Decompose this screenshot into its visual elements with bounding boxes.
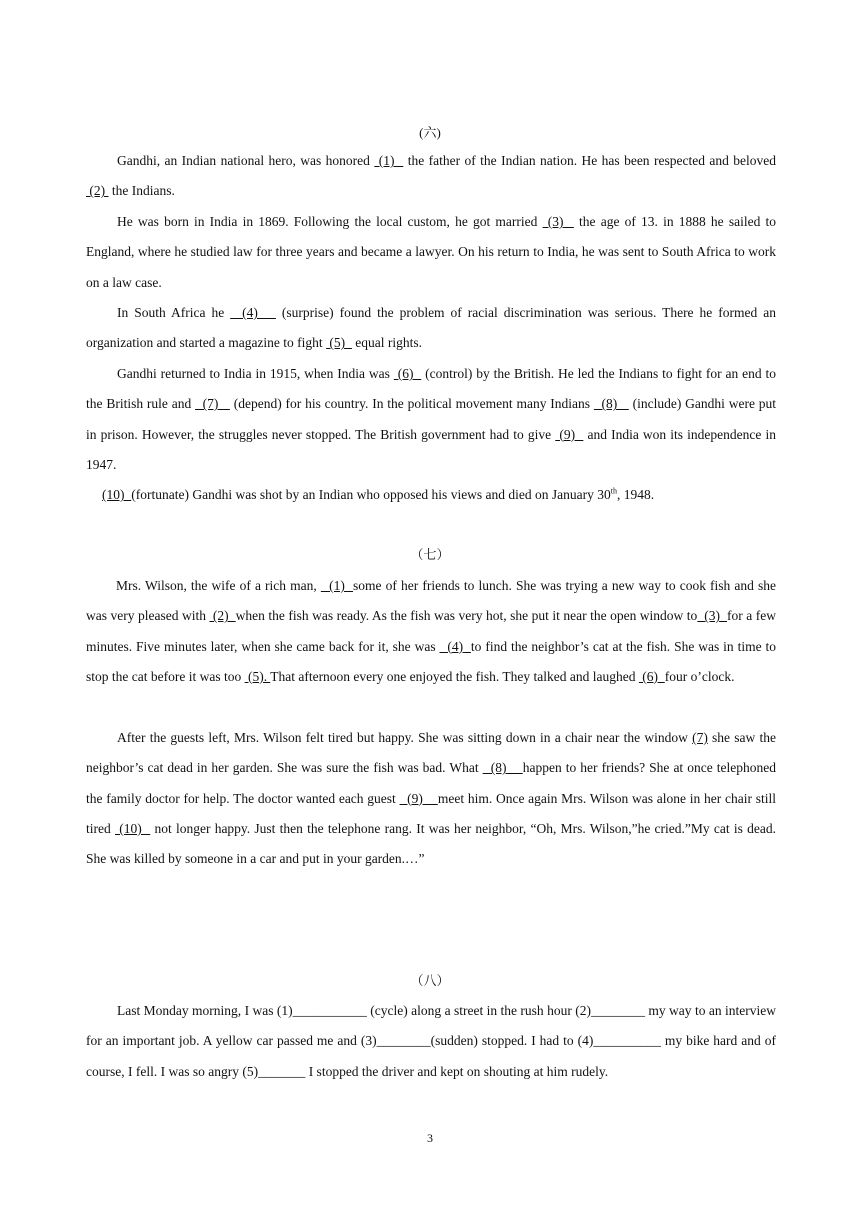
answer-blank: (10) bbox=[114, 820, 151, 836]
paragraph: Gandhi returned to India in 1915, when India was (6) (control) by the British. He led the Indians to fight for an end to the British rule and (7) (depend) for his country. In the political movement many Indians (8) (include) Gandhi were put in prison. However, the struggles never stopped. The British government had to give (9) and India won its independence in 1947. bbox=[86, 366, 777, 472]
answer-blank: (9) bbox=[399, 790, 438, 806]
paragraph: Last Monday morning, I was (1)___________ (cycle) along a street in the rush hour (2)________ my way to an interview for an important job. A yellow car passed me and (3)________(sudden) stopped. I had to (4)__________ my bike hard and of course, I fell. I was so angry (5)_______ I stopped the driver and kept on shouting at him rudely. bbox=[86, 1003, 776, 1079]
answer-blank: (1) bbox=[374, 153, 404, 168]
superscript: th bbox=[610, 486, 618, 496]
answer-blank: (6) bbox=[393, 366, 422, 381]
answer-blank: (10) bbox=[102, 487, 132, 502]
answer-blank: (5) bbox=[326, 335, 352, 351]
paragraph: In South Africa he (4) (surprise) found the problem of racial discrimination was serious. There he formed an organization and started a magazine to fight (5) equal rights. bbox=[86, 305, 776, 351]
answer-blank: (3) bbox=[697, 608, 728, 624]
answer-blank: (7) bbox=[692, 730, 708, 745]
answer-blank: (2) bbox=[209, 608, 236, 624]
section-title-6: (六) bbox=[419, 125, 441, 140]
answer-blank: (2) bbox=[86, 183, 109, 199]
answer-blank: (4) bbox=[230, 305, 276, 320]
answer-blank: (1) bbox=[320, 578, 354, 593]
paragraph: Gandhi, an Indian national hero, was honored (1) the father of the Indian nation. He has been respected and beloved (2) the Indians. bbox=[86, 153, 776, 199]
page-number: 3 bbox=[427, 1131, 433, 1145]
answer-blank: (5). bbox=[244, 668, 271, 684]
answer-blank: (7) bbox=[195, 396, 230, 412]
paragraph: After the guests left, Mrs. Wilson felt tired but happy. She was sitting down in a chair near the window (7) she saw the neighbor’s cat dead in her garden. She was sure the fish was bad. What (8) happen to her friends? She at once telephoned the family doctor for help. The doctor wanted each guest (9) meet him. Once again Mrs. Wilson was alone in her chair still tired (10) not longer happy. Just then the telephone rang. It was her neighbor, “Oh, Mrs. Wilson,”he cried.”My cat is dead. She was killed by someone in a car and put in your garden.…” bbox=[86, 730, 777, 867]
answer-blank: (4) bbox=[439, 638, 471, 654]
answer-blank: (3) bbox=[542, 214, 574, 229]
section-title-8: （八） bbox=[410, 973, 450, 988]
paragraph: (10) (fortunate) Gandhi was shot by an Indian who opposed his views and died on January 30th, 1948. bbox=[102, 486, 655, 502]
section-title-7: （七） bbox=[410, 547, 450, 562]
answer-blank: (8) bbox=[593, 396, 629, 412]
paragraph: He was born in India in 1869. Following the local custom, he got married (3) the age of 13. in 1888 he sailed to England, where he studied law for three years and became a lawyer. On his return to India, he was sent to South Africa to work on a law case. bbox=[86, 214, 776, 290]
answer-blank: (6) bbox=[638, 668, 665, 684]
paragraph: Mrs. Wilson, the wife of a rich man, (1) some of her friends to lunch. She was trying a new way to cook fish and she was very pleased with (2) when the fish was ready. As the fish was very hot, she put it near the open window to (3) for a few minutes. Five minutes later, when she came back for it, she was (4) to find the neighbor’s cat at the fish. She was in time to stop the cat before it was too (5). That afternoon every one enjoyed the fish. They talked and laughed (6) four o’clock. bbox=[86, 578, 776, 684]
answer-blank: (8) bbox=[482, 760, 523, 776]
answer-blank: (9) bbox=[555, 426, 584, 442]
